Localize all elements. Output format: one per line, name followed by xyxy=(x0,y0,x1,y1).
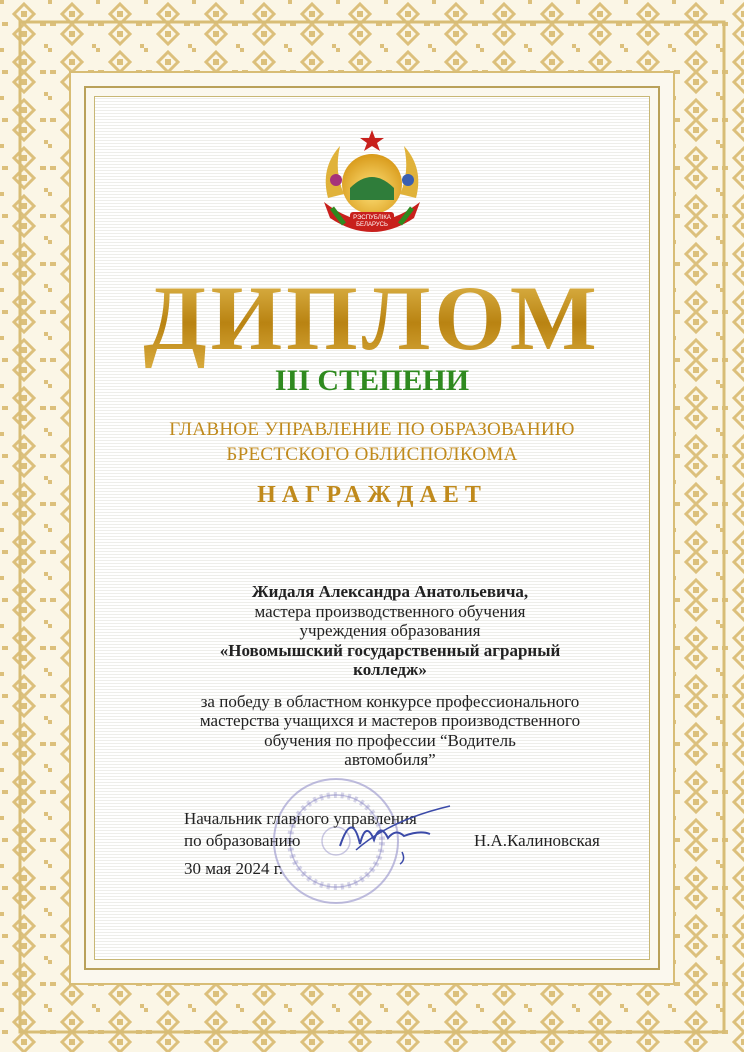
signatory-title-line-1: Начальник главного управления xyxy=(184,809,417,828)
emblem-bottom-text: БЕЛАРУСЬ xyxy=(356,222,388,228)
state-emblem-icon xyxy=(314,128,430,240)
recipient-name: Жидаля Александра Анатольевича, xyxy=(251,582,529,601)
recipient-org-name-2: колледж» xyxy=(353,660,427,679)
degree-label: III СТЕПЕНИ xyxy=(274,364,470,397)
awards-label: НАГРАЖДАЕТ xyxy=(257,482,487,508)
issuer-line-1: ГЛАВНОЕ УПРАВЛЕНИЕ ПО ОБРАЗОВАНИЮ xyxy=(169,419,575,440)
emblem-top-text: РЭСПУБЛІКА xyxy=(353,215,391,221)
issue-date: 30 мая 2024 г. xyxy=(184,859,284,878)
diploma-title: ДИПЛОМ xyxy=(0,268,744,368)
issuer-block xyxy=(0,417,744,467)
reason-line-3: обучения по профессии “Водитель xyxy=(264,730,516,750)
reason-line-4: автомобиля” xyxy=(344,750,436,769)
reason-line-2: мастерства учащихся и мастеров производственного xyxy=(199,711,581,730)
recipient-position: мастера производственного обучения xyxy=(254,601,526,621)
handwritten-signature xyxy=(330,800,460,870)
recipient-org-name-1: «Новомышский государственный аграрный xyxy=(219,640,561,660)
recipient-org-line: учреждения образования xyxy=(299,621,481,640)
reason-line-1: за победу в областном конкурсе профессионального xyxy=(200,691,580,711)
signatory-title-line-2: по образованию xyxy=(184,831,301,850)
issuer-line-2: БРЕСТСКОГО ОБЛИСПОЛКОМА xyxy=(226,444,518,465)
award-text xyxy=(160,582,620,770)
signatory-name: Н.А.Калиновская xyxy=(474,831,600,850)
